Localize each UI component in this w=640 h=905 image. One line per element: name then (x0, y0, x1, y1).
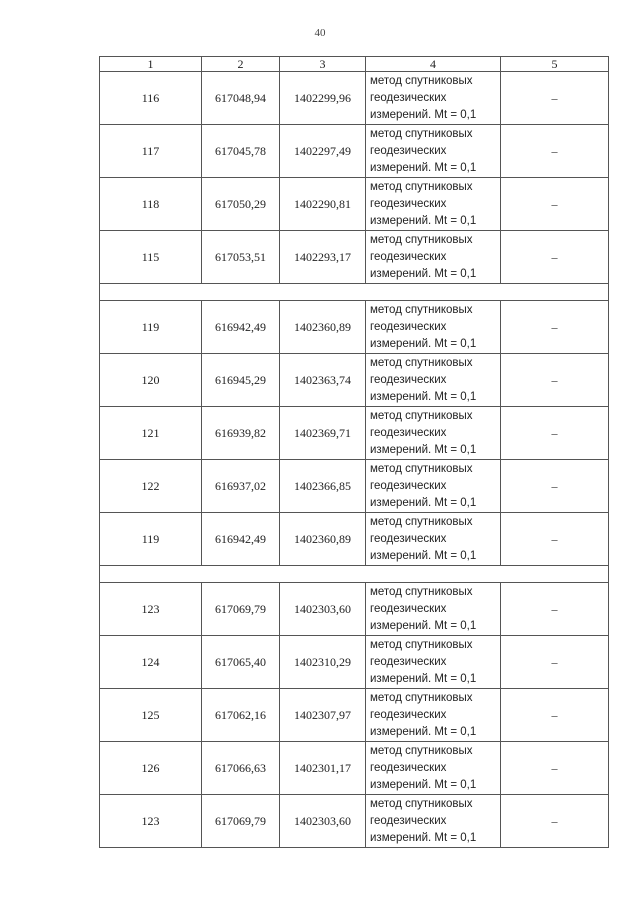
note-cell: – (501, 636, 609, 689)
y-coordinate-cell: 1402360,89 (280, 513, 366, 566)
note-cell: – (501, 354, 609, 407)
column-header-3: 3 (280, 57, 366, 72)
method-line: измерений. Mt = 0,1 (370, 108, 477, 121)
y-coordinate-cell: 1402301,17 (280, 742, 366, 795)
method-line: метод спутниковых (370, 303, 473, 316)
x-coordinate-cell: 617069,79 (202, 583, 280, 636)
method-line: метод спутниковых (370, 409, 473, 422)
method-cell (366, 460, 501, 513)
method-line: метод спутниковых (370, 233, 473, 246)
method-line: метод спутниковых (370, 356, 473, 369)
method-line: метод спутниковых (370, 691, 473, 704)
point-number-cell: 121 (100, 407, 202, 460)
method-line: геодезических (370, 814, 447, 827)
point-number-cell: 119 (100, 513, 202, 566)
y-coordinate-cell: 1402297,49 (280, 125, 366, 178)
method-line: геодезических (370, 479, 447, 492)
method-line: метод спутниковых (370, 797, 473, 810)
note-cell: – (501, 301, 609, 354)
x-coordinate-cell: 616942,49 (202, 513, 280, 566)
y-coordinate-cell: 1402293,17 (280, 231, 366, 284)
method-line: измерений. Mt = 0,1 (370, 337, 477, 350)
note-cell: – (501, 795, 609, 848)
method-line: геодезических (370, 91, 447, 104)
method-line: измерений. Mt = 0,1 (370, 443, 477, 456)
method-line: измерений. Mt = 0,1 (370, 619, 477, 632)
method-line: измерений. Mt = 0,1 (370, 672, 477, 685)
method-line: геодезических (370, 320, 447, 333)
y-coordinate-cell: 1402303,60 (280, 583, 366, 636)
method-cell (366, 231, 501, 284)
point-number-cell: 116 (100, 72, 202, 125)
column-header-5: 5 (501, 57, 609, 72)
x-coordinate-cell: 616939,82 (202, 407, 280, 460)
method-line: геодезических (370, 655, 447, 668)
point-number-cell: 119 (100, 301, 202, 354)
method-cell (366, 689, 501, 742)
page-number: 40 (314, 27, 326, 39)
table-row (100, 583, 609, 636)
note-cell: – (501, 583, 609, 636)
table-row (100, 72, 609, 125)
method-line: геодезических (370, 708, 447, 721)
note-cell: – (501, 72, 609, 125)
column-header-2: 2 (202, 57, 280, 72)
table-row (100, 513, 609, 566)
table-row (100, 742, 609, 795)
note-cell: – (501, 742, 609, 795)
x-coordinate-cell: 617065,40 (202, 636, 280, 689)
method-line: измерений. Mt = 0,1 (370, 214, 477, 227)
method-line: геодезических (370, 250, 447, 263)
table-row (100, 407, 609, 460)
method-line: измерений. Mt = 0,1 (370, 496, 477, 509)
method-cell (366, 636, 501, 689)
method-line: метод спутниковых (370, 180, 473, 193)
note-cell: – (501, 178, 609, 231)
method-line: геодезических (370, 532, 447, 545)
x-coordinate-cell: 616937,02 (202, 460, 280, 513)
group-separator-row (100, 284, 609, 301)
group-separator-row (100, 566, 609, 583)
separator-cell (100, 566, 609, 583)
coordinates-table (99, 56, 609, 848)
table-row (100, 460, 609, 513)
method-line: измерений. Mt = 0,1 (370, 549, 477, 562)
column-header-4: 4 (366, 57, 501, 72)
y-coordinate-cell: 1402369,71 (280, 407, 366, 460)
method-line: метод спутниковых (370, 744, 473, 757)
point-number-cell: 123 (100, 795, 202, 848)
method-cell (366, 354, 501, 407)
table-row (100, 795, 609, 848)
table-row (100, 636, 609, 689)
note-cell: – (501, 125, 609, 178)
y-coordinate-cell: 1402366,85 (280, 460, 366, 513)
y-coordinate-cell: 1402299,96 (280, 72, 366, 125)
table-body (100, 72, 609, 848)
x-coordinate-cell: 617069,79 (202, 795, 280, 848)
note-cell: – (501, 460, 609, 513)
method-cell (366, 301, 501, 354)
method-line: метод спутниковых (370, 638, 473, 651)
table-row (100, 354, 609, 407)
x-coordinate-cell: 617048,94 (202, 72, 280, 125)
method-line: метод спутниковых (370, 127, 473, 140)
method-cell (366, 742, 501, 795)
method-cell (366, 795, 501, 848)
y-coordinate-cell: 1402363,74 (280, 354, 366, 407)
x-coordinate-cell: 617066,63 (202, 742, 280, 795)
y-coordinate-cell: 1402307,97 (280, 689, 366, 742)
point-number-cell: 118 (100, 178, 202, 231)
separator-cell (100, 284, 609, 301)
point-number-cell: 115 (100, 231, 202, 284)
x-coordinate-cell: 617062,16 (202, 689, 280, 742)
method-cell (366, 407, 501, 460)
point-number-cell: 123 (100, 583, 202, 636)
y-coordinate-cell: 1402303,60 (280, 795, 366, 848)
method-line: геодезических (370, 761, 447, 774)
method-line: измерений. Mt = 0,1 (370, 725, 477, 738)
point-number-cell: 126 (100, 742, 202, 795)
table-header-row (100, 57, 609, 72)
x-coordinate-cell: 617045,78 (202, 125, 280, 178)
method-line: метод спутниковых (370, 74, 473, 87)
note-cell: – (501, 407, 609, 460)
y-coordinate-cell: 1402290,81 (280, 178, 366, 231)
method-cell (366, 513, 501, 566)
method-line: геодезических (370, 144, 447, 157)
point-number-cell: 125 (100, 689, 202, 742)
method-cell (366, 72, 501, 125)
method-cell (366, 125, 501, 178)
method-line: геодезических (370, 373, 447, 386)
method-line: геодезических (370, 426, 447, 439)
column-header-1: 1 (100, 57, 202, 72)
point-number-cell: 124 (100, 636, 202, 689)
note-cell: – (501, 231, 609, 284)
table-row (100, 231, 609, 284)
x-coordinate-cell: 617050,29 (202, 178, 280, 231)
point-number-cell: 120 (100, 354, 202, 407)
y-coordinate-cell: 1402310,29 (280, 636, 366, 689)
method-cell (366, 583, 501, 636)
table-row (100, 125, 609, 178)
point-number-cell: 122 (100, 460, 202, 513)
table-row (100, 689, 609, 742)
method-line: метод спутниковых (370, 585, 473, 598)
method-cell (366, 178, 501, 231)
method-line: измерений. Mt = 0,1 (370, 267, 477, 280)
method-line: метод спутниковых (370, 462, 473, 475)
note-cell: – (501, 513, 609, 566)
method-line: геодезических (370, 197, 447, 210)
table-row (100, 178, 609, 231)
method-line: измерений. Mt = 0,1 (370, 831, 477, 844)
x-coordinate-cell: 617053,51 (202, 231, 280, 284)
method-line: метод спутниковых (370, 515, 473, 528)
method-line: геодезических (370, 602, 447, 615)
method-line: измерений. Mt = 0,1 (370, 161, 477, 174)
method-line: измерений. Mt = 0,1 (370, 778, 477, 791)
y-coordinate-cell: 1402360,89 (280, 301, 366, 354)
x-coordinate-cell: 616945,29 (202, 354, 280, 407)
point-number-cell: 117 (100, 125, 202, 178)
table-row (100, 301, 609, 354)
method-line: измерений. Mt = 0,1 (370, 390, 477, 403)
x-coordinate-cell: 616942,49 (202, 301, 280, 354)
note-cell: – (501, 689, 609, 742)
